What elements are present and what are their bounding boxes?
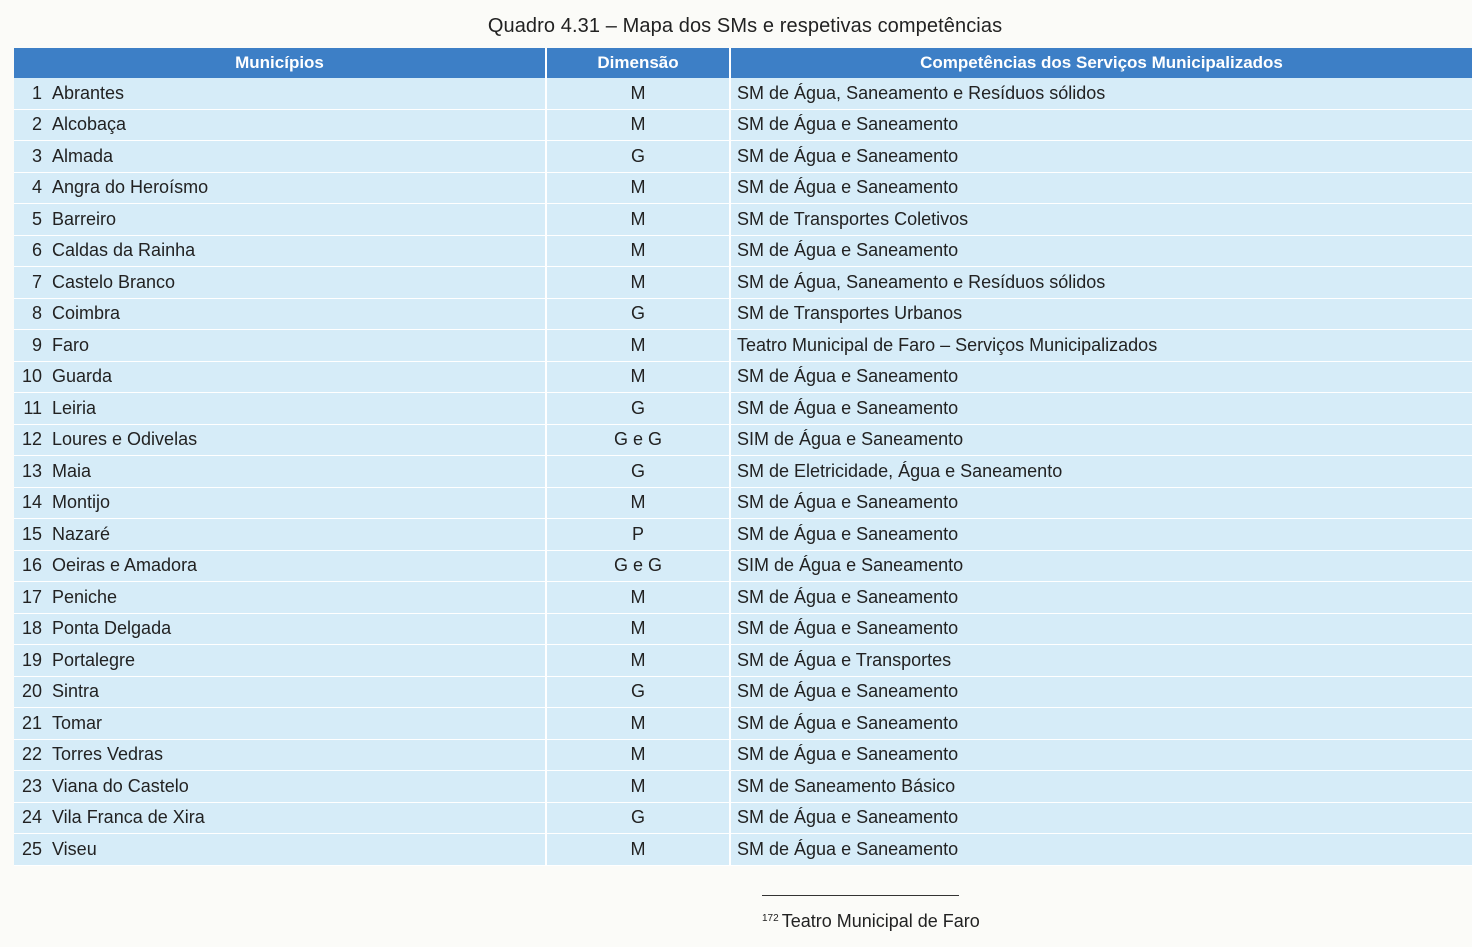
table-row [14,361,1472,393]
competence-value: SM de Água e Saneamento [730,802,1472,834]
row-number: 10 [14,361,46,393]
row-number: 4 [14,172,46,204]
table-row [14,109,1472,141]
row-number: 15 [14,519,46,551]
municipality-name: Oeiras e Amadora [46,550,546,582]
municipality-name: Maia [46,456,546,488]
dimension-value: M [546,267,730,299]
header-dimensao: Dimensão [546,48,730,78]
competence-value: SM de Água e Saneamento [730,172,1472,204]
competence-value: SM de Água, Saneamento e Resíduos sólidos [730,267,1472,299]
sm-table [14,48,1472,866]
row-number: 1 [14,78,46,109]
competence-value: SM de Eletricidade, Água e Saneamento [730,456,1472,488]
table-row [14,613,1472,645]
competence-value: SM de Transportes Urbanos [730,298,1472,330]
dimension-value: M [546,78,730,109]
row-number: 3 [14,141,46,173]
row-number: 24 [14,802,46,834]
table-row [14,330,1472,362]
municipality-name: Viana do Castelo [46,771,546,803]
competence-value: SM de Água e Saneamento [730,834,1472,866]
municipality-name: Peniche [46,582,546,614]
competence-value: Teatro Municipal de Faro – Serviços Municipalizados [730,330,1472,362]
row-number: 7 [14,267,46,299]
competence-value: SM de Água e Saneamento [730,487,1472,519]
row-number: 6 [14,235,46,267]
competence-value: SM de Água e Transportes [730,645,1472,677]
table-row [14,141,1472,173]
row-number: 22 [14,739,46,771]
dimension-value: P [546,519,730,551]
row-number: 18 [14,613,46,645]
row-number: 21 [14,708,46,740]
header-municipios: Municípios [14,48,546,78]
footnote-text: Teatro Municipal de Faro [781,911,980,931]
municipality-name: Almada [46,141,546,173]
municipality-name: Vila Franca de Xira [46,802,546,834]
dimension-value: G [546,456,730,488]
table-row [14,519,1472,551]
competence-value: SM de Água e Saneamento [730,393,1472,425]
municipality-name: Montijo [46,487,546,519]
competence-value: SM de Água e Saneamento [730,676,1472,708]
table-row [14,204,1472,236]
municipality-name: Barreiro [46,204,546,236]
table-header-row [14,48,1472,78]
municipality-name: Guarda [46,361,546,393]
table-row [14,550,1472,582]
competence-value: SM de Água e Saneamento [730,235,1472,267]
dimension-value: M [546,330,730,362]
competence-value: SM de Água e Saneamento [730,613,1472,645]
dimension-value: M [546,834,730,866]
municipality-name: Sintra [46,676,546,708]
dimension-value: M [546,771,730,803]
table-row [14,708,1472,740]
competence-value: SIM de Água e Saneamento [730,424,1472,456]
table-row [14,676,1472,708]
municipality-name: Loures e Odivelas [46,424,546,456]
row-number: 8 [14,298,46,330]
dimension-value: G [546,393,730,425]
municipality-name: Coimbra [46,298,546,330]
municipality-name: Nazaré [46,519,546,551]
dimension-value: M [546,708,730,740]
table-row [14,487,1472,519]
municipality-name: Angra do Heroísmo [46,172,546,204]
row-number: 11 [14,393,46,425]
municipality-name: Tomar [46,708,546,740]
competence-value: SM de Água e Saneamento [730,708,1472,740]
municipality-name: Viseu [46,834,546,866]
row-number: 16 [14,550,46,582]
dimension-value: G e G [546,550,730,582]
row-number: 20 [14,676,46,708]
table-row [14,802,1472,834]
dimension-value: G [546,141,730,173]
table-container [14,48,1472,866]
table-row [14,456,1472,488]
dimension-value: M [546,109,730,141]
row-number: 9 [14,330,46,362]
row-number: 17 [14,582,46,614]
competence-value: SM de Água e Saneamento [730,582,1472,614]
header-competencias: Competências dos Serviços Municipalizados [730,48,1472,78]
dimension-value: G [546,802,730,834]
table-row [14,424,1472,456]
table-body [14,78,1472,865]
row-number: 12 [14,424,46,456]
row-number: 14 [14,487,46,519]
municipality-name: Torres Vedras [46,739,546,771]
dimension-value: G [546,676,730,708]
dimension-value: M [546,487,730,519]
row-number: 13 [14,456,46,488]
dimension-value: M [546,235,730,267]
footnote [762,911,980,932]
table-row [14,834,1472,866]
municipality-name: Alcobaça [46,109,546,141]
municipality-name: Abrantes [46,78,546,109]
competence-value: SM de Água e Saneamento [730,519,1472,551]
dimension-value: M [546,582,730,614]
competence-value: SM de Água e Saneamento [730,109,1472,141]
row-number: 25 [14,834,46,866]
row-number: 5 [14,204,46,236]
competence-value: SM de Água e Saneamento [730,739,1472,771]
table-row [14,739,1472,771]
table-row [14,582,1472,614]
table-row [14,298,1472,330]
table-row [14,172,1472,204]
dimension-value: M [546,739,730,771]
table-row [14,235,1472,267]
competence-value: SM de Água e Saneamento [730,141,1472,173]
dimension-value: M [546,613,730,645]
dimension-value: M [546,645,730,677]
municipality-name: Leiria [46,393,546,425]
dimension-value: M [546,361,730,393]
footnote-marker: 172 [762,913,779,924]
table-row [14,393,1472,425]
competence-value: SM de Transportes Coletivos [730,204,1472,236]
row-number: 19 [14,645,46,677]
municipality-name: Faro [46,330,546,362]
table-row [14,78,1472,109]
table-row [14,771,1472,803]
table-title: Quadro 4.31 – Mapa dos SMs e respetivas competências [487,15,1003,37]
dimension-value: M [546,204,730,236]
competence-value: SM de Água, Saneamento e Resíduos sólidos [730,78,1472,109]
municipality-name: Portalegre [46,645,546,677]
dimension-value: M [546,172,730,204]
municipality-name: Caldas da Rainha [46,235,546,267]
footnote-divider [762,895,959,896]
row-number: 23 [14,771,46,803]
municipality-name: Ponta Delgada [46,613,546,645]
row-number: 2 [14,109,46,141]
municipality-name: Castelo Branco [46,267,546,299]
dimension-value: G [546,298,730,330]
competence-value: SIM de Água e Saneamento [730,550,1472,582]
table-row [14,645,1472,677]
competence-value: SM de Água e Saneamento [730,361,1472,393]
dimension-value: G e G [546,424,730,456]
competence-value: SM de Saneamento Básico [730,771,1472,803]
table-row [14,267,1472,299]
